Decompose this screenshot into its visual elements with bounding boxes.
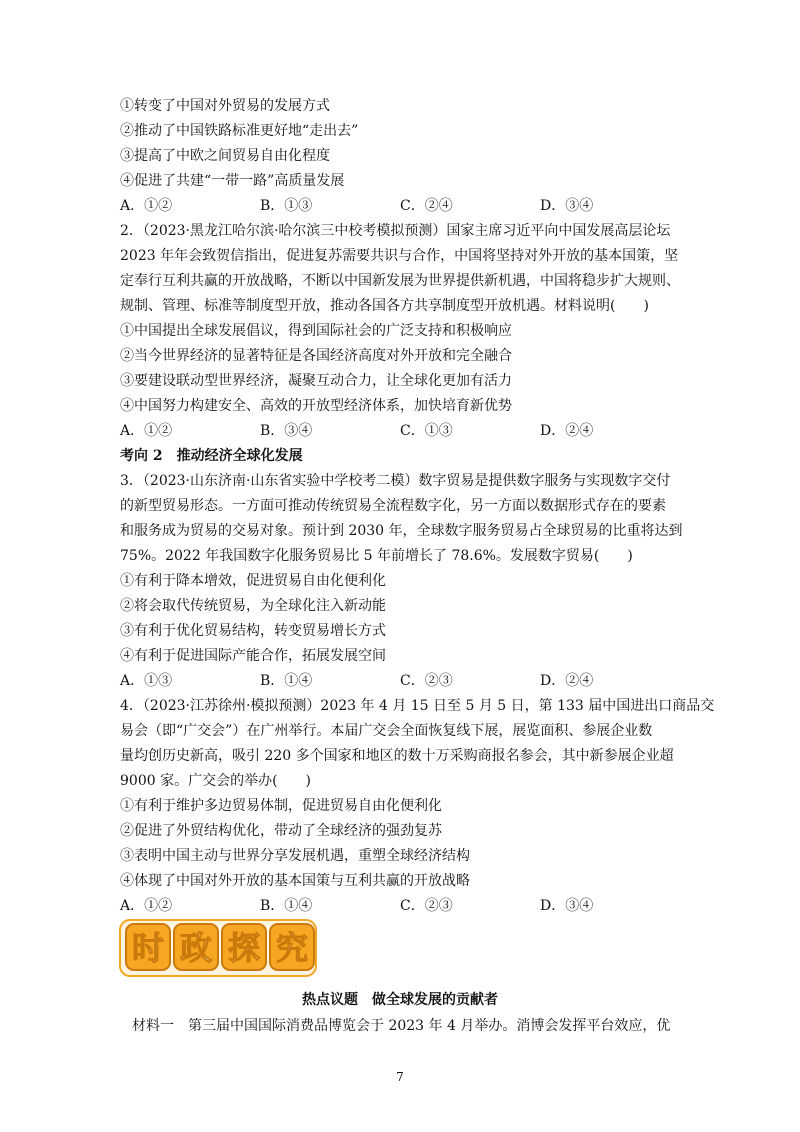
banner-char-1: 时 (131, 929, 165, 967)
q3-item-4: ④有利于促进国际产能合作，拓展发展空间 (120, 648, 386, 664)
q1-item-4: ④促进了共建“一带一路”高质量发展 (120, 173, 345, 189)
q2-option-a: A．①② (120, 423, 173, 439)
q1-option-a: A．①② (120, 198, 173, 214)
q3-stem-line-4: 75%。2022 年我国数字化服务贸易比 5 年前增长了 78.6%。发展数字贸易( ) (120, 548, 633, 564)
q2-option-b: B．③④ (260, 423, 313, 439)
q2-item-2: ②当今世界经济的显著特征是各国经济高度对外开放和完全融合 (120, 348, 512, 364)
q4-stem-line-1: 4．（2023·江苏徐州·模拟预测）2023 年 4 月 15 日至 5 月 5 日，第 133 届中国进出口商品交 (120, 698, 715, 714)
q3-item-3: ③有利于优化贸易结构，转变贸易增长方式 (120, 623, 386, 639)
banner-tile-1 (126, 924, 170, 970)
q4-option-a: A．①② (120, 898, 173, 914)
section-number: 考向 2 (120, 448, 163, 464)
page-number: 7 (396, 1070, 404, 1084)
q4-item-1: ①有利于维护多边贸易体制，促进贸易自由化便利化 (120, 798, 442, 814)
q3-stem-line-3: 和服务成为贸易的交易对象。预计到 2030 年，全球数字服务贸易占全球贸易的比重将达到 (120, 523, 683, 539)
q2-option-c: C．①③ (400, 423, 453, 439)
q4-item-4: ④体现了中国对外开放的基本国策与互利共赢的开放战略 (120, 873, 470, 889)
q2-stem-line-2: 2023 年年会致贺信指出，促进复苏需要共识与合作，中国将坚持对外开放的基本国策，坚 (120, 248, 679, 264)
banner-tile-3 (222, 924, 266, 970)
q3-option-a: A．①③ (120, 673, 173, 689)
hot-topic-title: 热点议题 做全球发展的贡献者 (302, 992, 498, 1008)
q2-item-1: ①中国提出全球发展倡议，得到国际社会的广泛支持和积极响应 (120, 323, 512, 339)
q3-option-c: C．②③ (400, 673, 453, 689)
q2-stem-line-1: 2．（2023·黑龙江哈尔滨·哈尔滨三中校考模拟预测）国家主席习近平向中国发展高层论坛 (120, 223, 671, 239)
q2-stem-line-4: 规制、管理、标准等制度型开放，推动各国各方共享制度型开放机遇。材料说明( ) (120, 298, 649, 314)
q3-item-1: ①有利于降本增效，促进贸易自由化便利化 (120, 573, 386, 589)
q4-stem-line-2: 易会（即“广交会”）在广州举行。本届广交会全面恢复线下展，展览面积、参展企业数 (120, 723, 653, 739)
q1-item-1: ①转变了中国对外贸易的发展方式 (120, 98, 330, 114)
q4-item-2: ②促进了外贸结构优化，带动了全球经济的强劲复苏 (120, 823, 442, 839)
q3-stem-line-1: 3．（2023·山东济南·山东省实验中学校考二模）数字贸易是提供数字服务与实现数字交付 (120, 473, 671, 489)
q1-option-d: D．③④ (540, 198, 594, 214)
q4-option-c: C．②③ (400, 898, 453, 914)
section-title: 推动经济全球化发展 (176, 448, 303, 464)
section-heading (120, 446, 303, 466)
banner-char-4: 究 (275, 929, 309, 967)
q4-option-d: D．③④ (540, 898, 594, 914)
section-banner (118, 916, 318, 978)
q3-item-2: ②将会取代传统贸易，为全球化注入新动能 (120, 598, 386, 614)
banner-tile-2 (174, 924, 218, 970)
banner-tile-4 (270, 924, 314, 970)
banner-char-2: 政 (179, 929, 213, 967)
banner-char-3: 探 (227, 929, 261, 967)
q4-stem-line-4: 9000 家。广交会的举办( ) (120, 773, 312, 789)
q1-option-b: B．①③ (260, 198, 313, 214)
q3-option-d: D．②④ (540, 673, 594, 689)
q1-item-2: ②推动了中国铁路标准更好地“走出去” (120, 123, 359, 139)
q2-stem-line-3: 定奉行互利共赢的开放战略，不断以中国新发展为世界提供新机遇，中国将稳步扩大规则、 (120, 273, 680, 289)
q2-item-3: ③要建设联动型世界经济，凝聚互动合力，让全球化更加有活力 (120, 373, 512, 389)
material-1-text: 材料一 第三届中国国际消费品博览会于 2023 年 4 月举办。消博会发挥平台效应，优 (132, 1018, 671, 1034)
q1-option-c: C．②④ (400, 198, 453, 214)
q1-item-3: ③提高了中欧之间贸易自由化程度 (120, 148, 330, 164)
q3-stem-line-2: 的新型贸易形态。一方面可推动传统贸易全流程数字化，另一方面以数据形式存在的要素 (120, 498, 666, 514)
q3-option-b: B．①④ (260, 673, 313, 689)
q2-item-4: ④中国努力构建安全、高效的开放型经济体系，加快培育新优势 (120, 398, 512, 414)
q4-stem-line-3: 量均创历史新高，吸引 220 多个国家和地区的数十万采购商报名参会，其中新参展企业超 (120, 748, 674, 764)
q4-item-3: ③表明中国主动与世界分享发展机遇，重塑全球经济结构 (120, 848, 470, 864)
q2-option-d: D．②④ (540, 423, 594, 439)
q4-option-b: B．①④ (260, 898, 313, 914)
